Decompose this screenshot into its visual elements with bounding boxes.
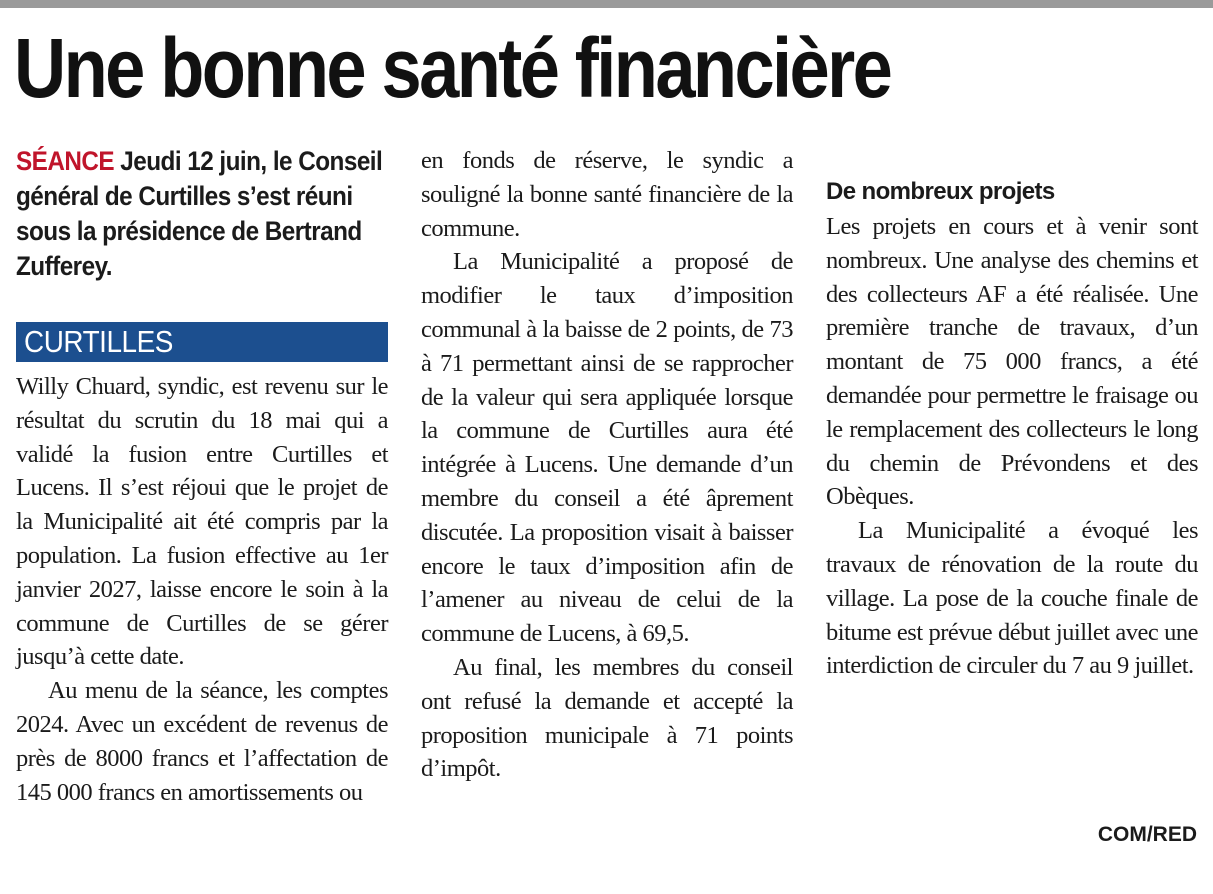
top-rule — [0, 0, 1213, 8]
location-box — [16, 322, 388, 362]
lead-paragraph — [16, 144, 385, 284]
headline: Une bonne santé financière — [14, 21, 891, 115]
column-1 — [16, 144, 388, 809]
body-paragraph-4: Au final, les membres du conseil ont refusé la demande et accepté la proposition municipale à 71 points d’impôt. — [421, 653, 793, 783]
signature: COM/RED — [1097, 823, 1197, 846]
lead-text: Jeudi 12 juin, le Conseil général de Curtilles s’est réuni sous la présidence de Bertrand Zufferey. — [16, 146, 383, 281]
column-3 — [826, 144, 1198, 683]
location-label: CURTILLES — [24, 324, 173, 359]
body-paragraph-6: La Municipalité a évoqué les travaux de rénovation de la route du village. La pose de la couche finale de bitume est prévue début juillet avec une interdiction de circuler du 7 au 9 juillet. — [826, 517, 1198, 680]
body-paragraph-1: Willy Chuard, syndic, est revenu sur le résultat du scrutin du 18 mai qui a validé la fusion entre Curtilles et Lucens. Il s’est réjoui que le projet de la Municipalité ait été compris par la population. La fusion effective au 1er janvier 2027, laisse encore le soin à la commune de Curtilles de se gérer jusqu’à cette date. — [16, 373, 388, 671]
lead-kicker: SÉANCE — [16, 146, 115, 176]
body-paragraph-5: Les projets en cours et à venir sont nombreux. Une analyse des chemins et des collecteurs AF a été réalisée. Une première tranche de travaux, d’un montant de 75 000 francs, a été demandée pour permettre le fraisage ou le remplacement des collecteurs le long du chemin de Prévondens et des Obèques. — [826, 213, 1198, 511]
column-1-body — [16, 370, 388, 809]
body-paragraph-3: La Municipalité a proposé de modifier le taux d’imposition communal à la baisse de 2 points, de 73 à 71 permettant ainsi de se rapprocher de la valeur qui sera appliquée lorsque la commune de Curtilles aura été intégrée à Lucens. Une demande d’un membre du conseil a été âprement discutée. La proposition visait à baisser encore le taux d’imposition afin de l’amener au niveau de celui de la commune de Lucens, à 69,5. — [421, 248, 793, 648]
column-2 — [421, 144, 793, 786]
body-paragraph-2: Au menu de la séance, les comptes 2024. Avec un excédent de revenus de près de 8000 francs et l’affectation de 145 000 francs en amortissements ou — [16, 677, 388, 806]
subheading: De nombreux projets — [826, 178, 1055, 205]
body-paragraph-continued: en fonds de réserve, le syndic a souligné la bonne santé financière de la commune. — [421, 147, 793, 242]
